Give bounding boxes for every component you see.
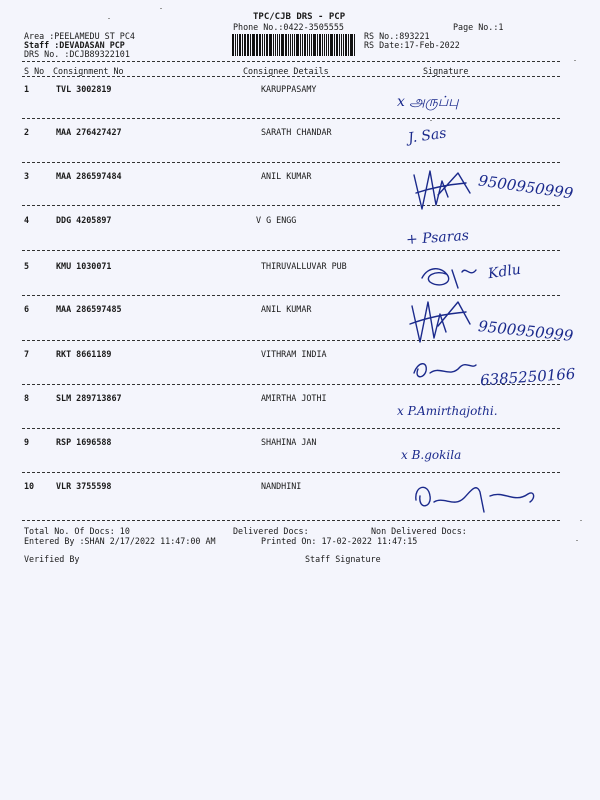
barcode-bar	[302, 34, 303, 56]
signature-row-3: 9500950999	[477, 171, 575, 203]
barcode-bar	[257, 34, 258, 56]
row-consignment: RKT 8661189	[56, 349, 112, 359]
signature-scribble-row-10	[410, 476, 540, 516]
barcode-bar	[237, 34, 238, 56]
barcode-bar	[259, 34, 261, 56]
row-consignment: RSP 1696588	[56, 437, 112, 447]
barcode-bar	[350, 34, 353, 56]
row-sno: 3	[24, 171, 30, 181]
col-header-consignment: Consignment No	[53, 66, 124, 76]
barcode-bar	[281, 34, 284, 56]
row-divider	[22, 118, 560, 119]
barcode-bar	[341, 34, 342, 56]
row-consignment: MAA 276427427	[56, 127, 122, 137]
row-consignee: KARUPPASAMY	[261, 84, 317, 94]
barcode-bar	[273, 34, 274, 56]
barcode-bar	[322, 34, 323, 56]
row-divider	[22, 250, 560, 251]
row-divider	[22, 520, 560, 521]
barcode	[232, 34, 356, 56]
row-consignee: SARATH CHANDAR	[261, 127, 332, 137]
signature-row-5: Kdlu	[487, 261, 522, 283]
signature-scribble-row-6	[404, 292, 482, 350]
row-divider	[22, 205, 560, 206]
barcode-bar	[269, 34, 272, 56]
barcode-bar	[266, 34, 268, 56]
page-number: Page No.:1	[453, 22, 504, 32]
barcode-bar	[262, 34, 263, 56]
delivered-docs: Delivered Docs:	[233, 526, 309, 536]
printed-on: Printed On: 17-02-2022 11:47:15	[261, 536, 418, 546]
row-consignee: ANIL KUMAR	[261, 171, 312, 181]
signature-scribble-row-7	[410, 355, 480, 385]
barcode-bar	[277, 34, 278, 56]
barcode-bar	[324, 34, 326, 56]
barcode-bar	[345, 34, 347, 56]
barcode-bar	[311, 34, 312, 56]
staff-signature: Staff Signature	[305, 554, 381, 564]
entered-by: Entered By :SHAN 2/17/2022 11:47:00 AM	[24, 536, 216, 546]
row-consignee: ANIL KUMAR	[261, 304, 312, 314]
barcode-bar	[354, 34, 355, 56]
non-delivered-docs: Non Delivered Docs:	[371, 526, 467, 536]
phone-number: Phone No.:0422-3505555	[233, 22, 344, 32]
barcode-bar	[328, 34, 329, 56]
signature-row-4: + Psaras	[405, 227, 470, 249]
barcode-bar	[304, 34, 306, 56]
barcode-bar	[294, 34, 295, 56]
divider	[22, 61, 560, 62]
row-sno: 6	[24, 304, 30, 314]
barcode-bar	[348, 34, 349, 56]
row-sno: 9	[24, 437, 30, 447]
barcode-bar	[244, 34, 246, 56]
row-sno: 8	[24, 393, 30, 403]
barcode-bar	[232, 34, 234, 56]
drs-number: DRS No. :DCJB89322101	[24, 49, 130, 59]
signature-row-2: J. Sas	[407, 125, 448, 147]
divider	[22, 76, 560, 77]
barcode-bar	[309, 34, 310, 56]
barcode-bar	[317, 34, 318, 56]
barcode-bar	[300, 34, 301, 56]
signature-row-1: x அருப்பு	[397, 94, 459, 110]
row-consignee: AMIRTHA JOTHI	[261, 393, 327, 403]
barcode-bar	[307, 34, 309, 56]
row-consignee: THIRUVALLUVAR PUB	[261, 261, 347, 271]
row-consignee: NANDHINI	[261, 481, 302, 491]
row-consignment: SLM 289713867	[56, 393, 122, 403]
barcode-bar	[250, 34, 251, 56]
row-sno: 10	[24, 481, 35, 491]
barcode-bar	[279, 34, 280, 56]
row-sno: 4	[24, 215, 30, 225]
barcode-bar	[275, 34, 277, 56]
row-consignee: VITHRAM INDIA	[261, 349, 327, 359]
barcode-bar	[296, 34, 299, 56]
barcode-bar	[256, 34, 257, 56]
signature-scribble-row-5	[418, 262, 488, 292]
row-sno: 1	[24, 84, 30, 94]
row-consignee: V G ENGG	[256, 215, 297, 225]
barcode-bar	[264, 34, 265, 56]
barcode-bar	[326, 34, 327, 56]
row-divider	[22, 472, 560, 473]
signature-scribble-row-3	[408, 165, 478, 215]
signature-row-6: 9500950999	[477, 317, 575, 345]
row-sno: 5	[24, 261, 30, 271]
row-consignment: DDG 4205897	[56, 215, 112, 225]
barcode-bar	[319, 34, 321, 56]
barcode-bar	[247, 34, 249, 56]
barcode-bar	[343, 34, 345, 56]
row-consignment: KMU 1030071	[56, 261, 112, 271]
row-sno: 7	[24, 349, 30, 359]
document-title: TPC/CJB DRS - PCP	[253, 12, 346, 22]
barcode-bar	[330, 34, 333, 56]
signature-row-7: 6385250166	[479, 364, 576, 390]
signature-row-8: x P.Amirthajothi.	[397, 404, 498, 418]
rs-number: RS No.:893221	[364, 31, 430, 41]
row-sno: 2	[24, 127, 30, 137]
row-consignment: VLR 3755598	[56, 481, 112, 491]
barcode-bar	[336, 34, 338, 56]
barcode-bar	[242, 34, 243, 56]
barcode-bar	[339, 34, 340, 56]
barcode-bar	[235, 34, 236, 56]
row-consignment: MAA 286597484	[56, 171, 122, 181]
barcode-bar	[288, 34, 289, 56]
row-consignment: MAA 286597485	[56, 304, 122, 314]
barcode-bar	[239, 34, 242, 56]
row-consignee: SHAHINA JAN	[261, 437, 317, 447]
rs-date: RS Date:17-Feb-2022	[364, 40, 460, 50]
row-divider	[22, 428, 560, 429]
barcode-bar	[252, 34, 255, 56]
col-header-sno: S No	[24, 66, 45, 76]
barcode-bar	[313, 34, 316, 56]
barcode-bar	[285, 34, 287, 56]
col-header-consignee: Consignee Details	[243, 66, 329, 76]
barcode-bar	[292, 34, 294, 56]
total-docs: Total No. Of Docs: 10	[24, 526, 130, 536]
area-label: Area :PEELAMEDU ST PC4	[24, 31, 135, 41]
signature-row-9: x B.gokila	[401, 448, 462, 462]
staff-label: Staff :DEVADASAN PCP	[24, 40, 125, 50]
verified-by: Verified By	[24, 554, 80, 564]
col-header-signature: Signature	[423, 66, 469, 76]
row-divider	[22, 162, 560, 163]
barcode-bar	[290, 34, 291, 56]
row-consignment: TVL 3002819	[56, 84, 112, 94]
barcode-bar	[334, 34, 335, 56]
